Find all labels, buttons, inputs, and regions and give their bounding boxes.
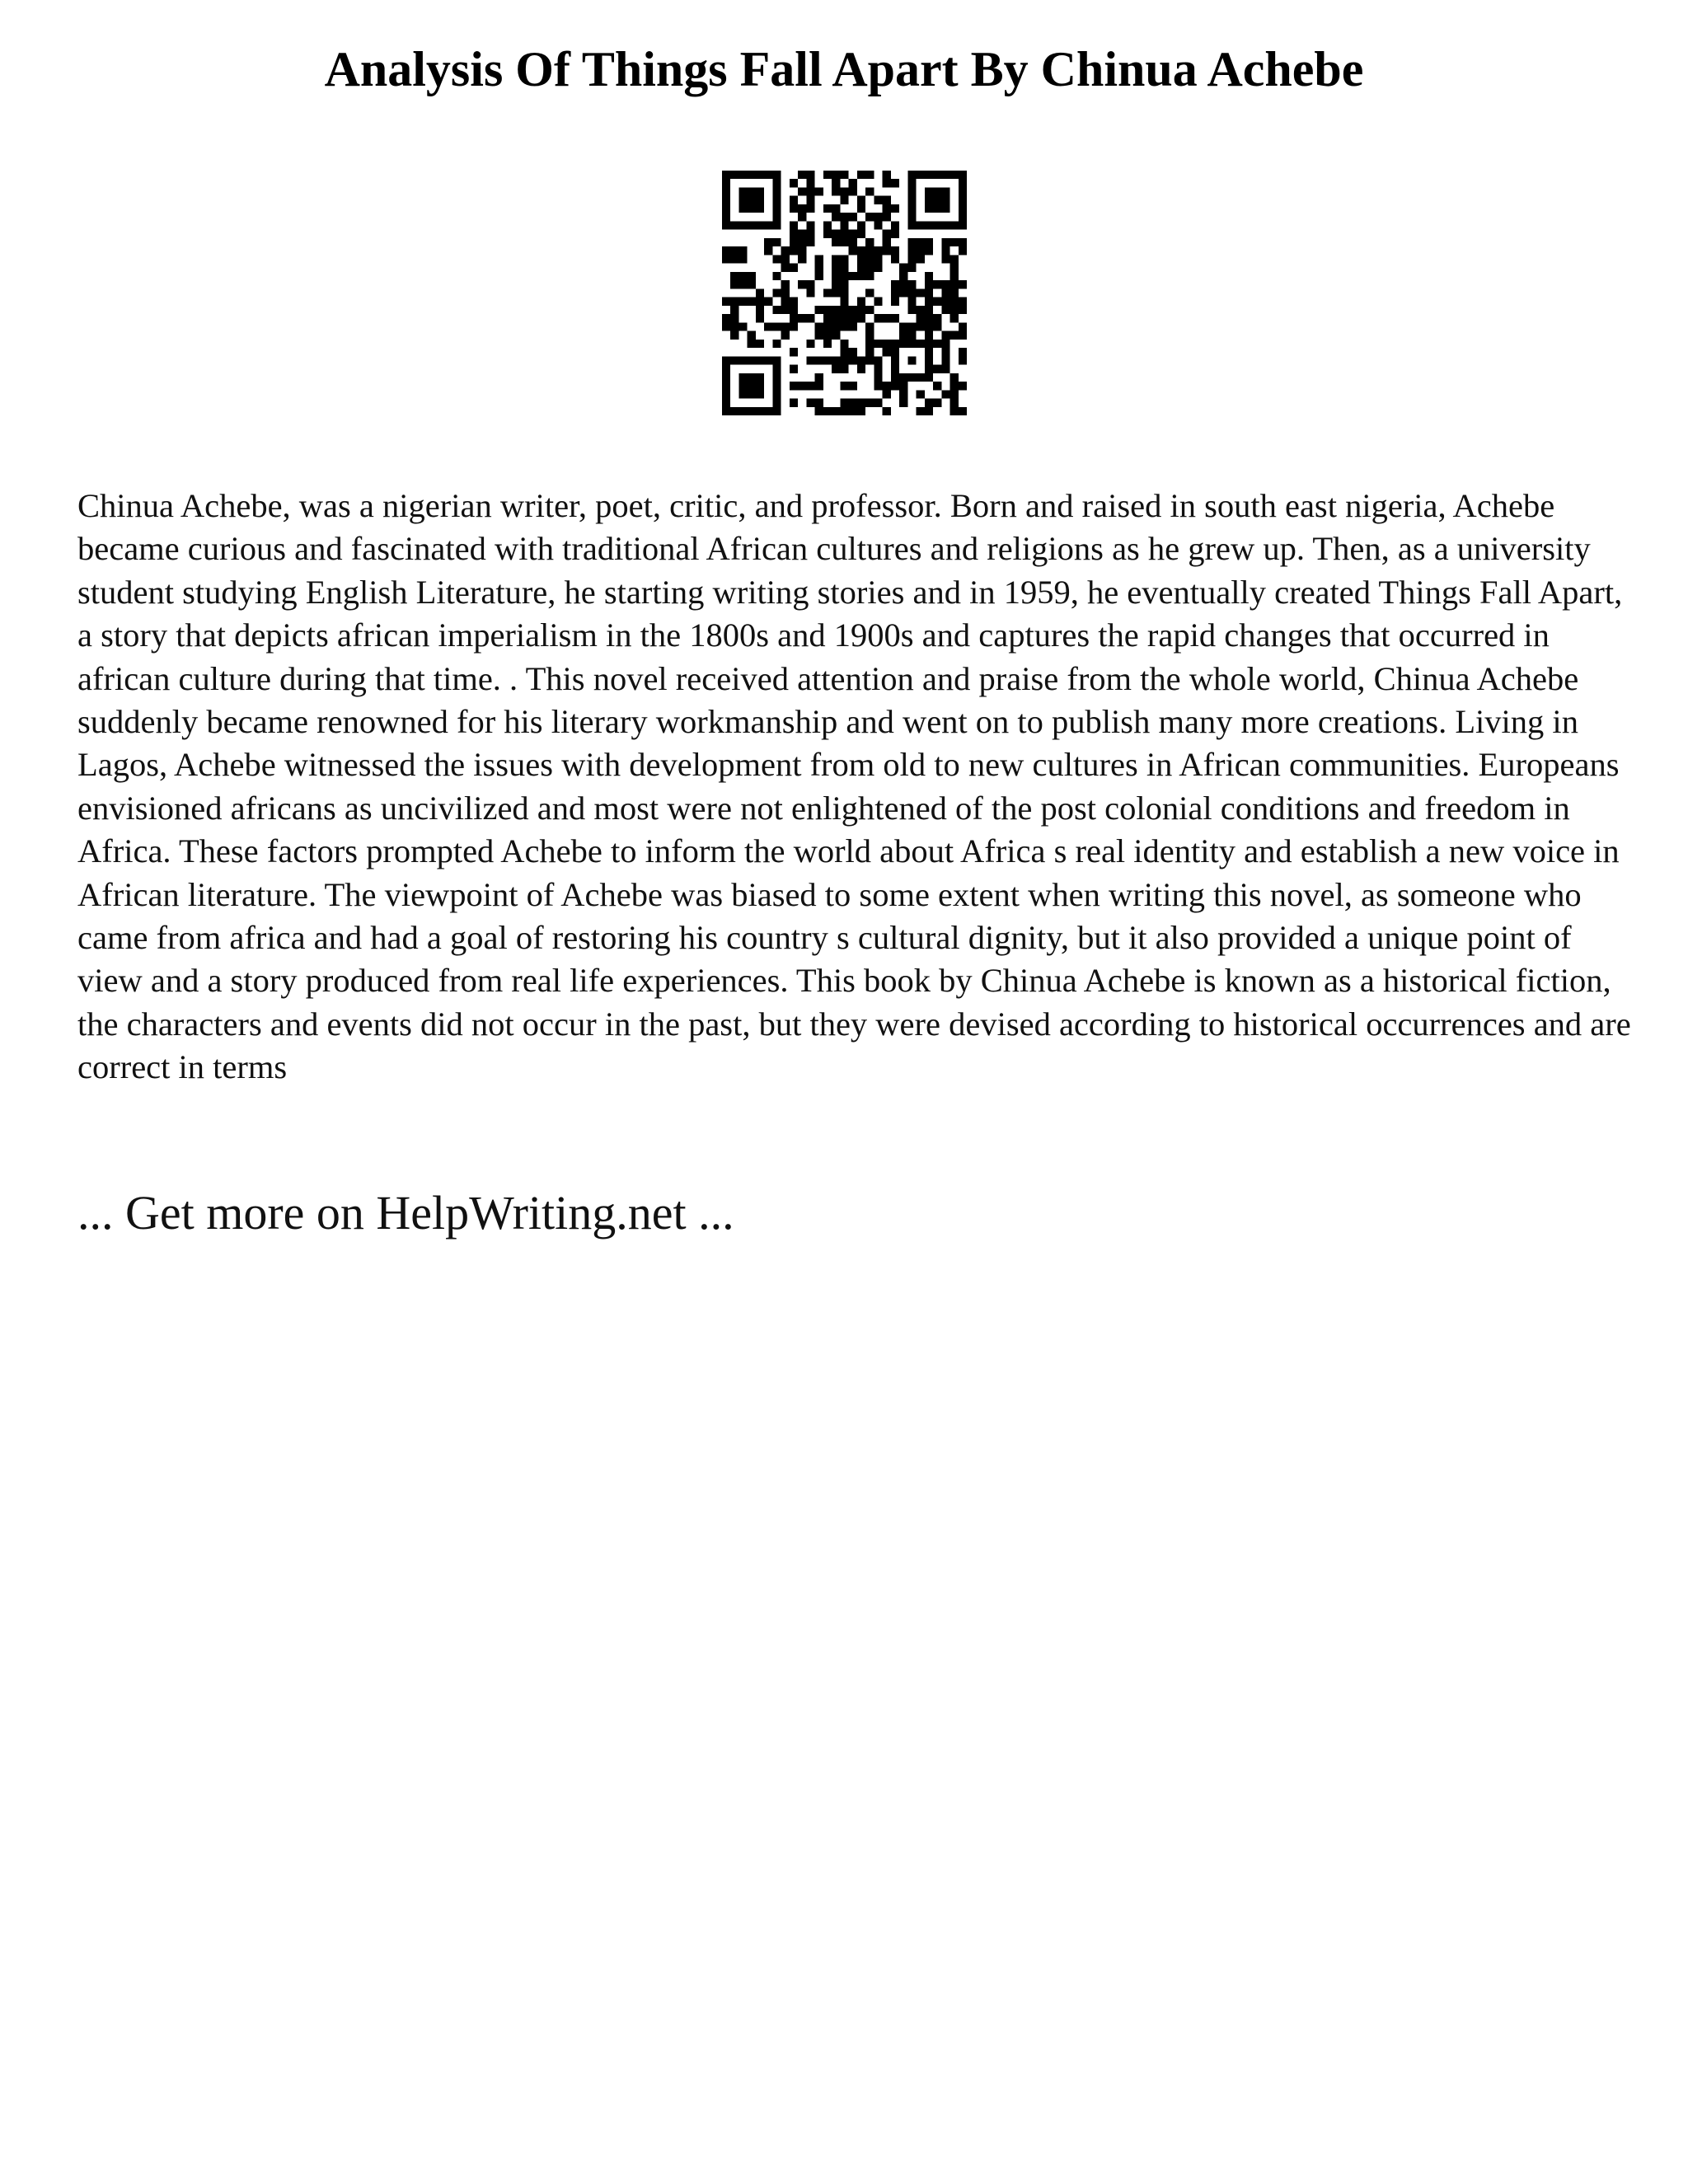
page-title: Analysis Of Things Fall Apart By Chinua Achebe bbox=[324, 42, 1364, 96]
get-more-link[interactable]: ... Get more on HelpWriting.net ... bbox=[77, 1186, 734, 1240]
qr-code-icon[interactable] bbox=[722, 171, 967, 415]
article-body: Chinua Achebe, was a nigerian writer, poet, critic, and professor. Born and raised in south east nigeria, Achebe became curious and fascinated with traditional African cultures and religions as he grew up. Then, as a university student studying English Literature, he starting writing stories and in 1959, he eventually created Things Fall Apart, a story that depicts african imperialism in the 1800s and 1900s and captures the rapid changes that occurred in african culture during that time. . This novel received attention and praise from the whole world, Chinua Achebe suddenly became renowned for his literary workmanship and went on to publish many more creations. Living in Lagos, Achebe witnessed the issues with development from old to new cultures in African communities. Europeans envisioned africans as uncivilized and most were not enlightened of the post colonial conditions and freedom in Africa. These factors prompted Achebe to inform the world about Africa s real identity and establish a new voice in African literature. The viewpoint of Achebe was biased to some extent when writing this novel, as someone who came from africa and had a goal of restoring his country s cultural dignity, but it also provided a unique point of view and a story produced from real life experiences. This book by Chinua Achebe is known as a historical fiction, the characters and events did not occur in the past, but they were devised according to historical occurrences and are correct in terms bbox=[77, 487, 1631, 1086]
